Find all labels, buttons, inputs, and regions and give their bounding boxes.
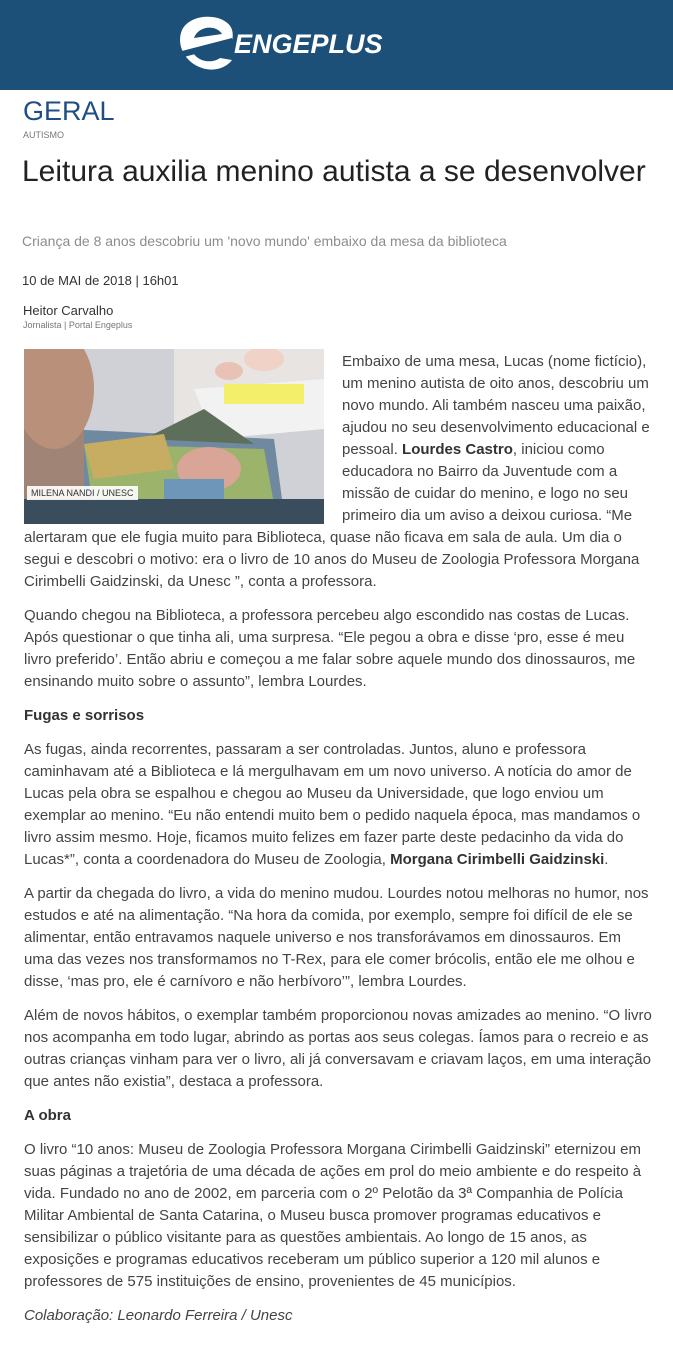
author-name[interactable]: Heitor Carvalho [23,303,114,318]
category-tag[interactable]: AUTISMO [23,130,65,140]
paragraph-5: Além de novos hábitos, o exemplar também proporcionou novas amizades ao menino. “O livro nos acompanha em todo lugar, abrindo as portas aos seus colegas. Íamos para o recreio e as outras crianças vinham para ver o livro, ali já conversavam e criavam laços, em uma interação que antes não existia”, destaca a professora. [24,1007,652,1090]
paragraph-3-bold: Morgana Cirimbelli Gaidzinski [390,851,605,868]
collaboration-credit: Colaboração: Leonardo Ferreira / Unesc [24,1307,293,1324]
paragraph-6: O livro “10 anos: Museu de Zoologia Professora Morgana Cirimbelli Gaidzinski” eternizou em suas páginas a trajetória de uma década de ações em prol do meio ambiente e do respeito à vida. Fundado no ano de 2002, em parceria com o 2º Pelotão da 3ª Companhia de Polícia Militar Ambiental de Santa Catarina, o Museu busca promover programas educativos e sensibilizar o público visitante para as questões ambientais. Ao longo de 15 anos, as exposições e programas educativos receberam um público superior a 120 mil alunos e professores de 575 instituições de ensino, provenientes de 45 municípios. [24,1141,642,1290]
photo-credit: MILENA NANDI / UNESC [27,486,138,500]
section-title[interactable]: GERAL [23,96,115,126]
article-title: Leitura auxilia menino autista a se desenvolver [22,155,646,188]
paragraph-1-text: Embaixo de uma mesa, Lucas (nome fictício), um menino autista de oito anos, descobriu um novo mundo. Ali também nasceu uma paixão, ajudou no seu desenvolvimento educacional e pessoal. [342,353,650,458]
paragraph-3-text-end: . [604,851,609,868]
paragraph-3-text: As fugas, ainda recorrentes, passaram a ser controladas. Juntos, aluno e professora caminhavam até a Biblioteca e lá mergulhavam em um novo universo. A notícia do amor de Lucas pela obra se espalhou e chegou ao Museu da Universidade, que logo enviou um exemplar ao menino. “Eu não entendi muito bem o pedido naquela época, mas mandamos o livro assim mesmo. Hoje, ficamos muito felizes em fazer parte deste pedacinho da vida do Lucas*”, conta a coordenadora do Museu de Zoologia, [24,741,641,868]
paragraph-4: A partir da chegada do livro, a vida do menino mudou. Lourdes notou melhoras no humor, nos estudos e até na alimentação. “Na hora da comida, por exemplo, sempre foi difícil de ele se alimentar, então entravamos naquele universo e nos transforávamos em dinossauros. Em uma das vezes nos transformamos no T-Rex, para ele comer brócolis, então ele me olhou e disse, ‘mas pro, ele é carnívoro e não herbívoro’”, lembra Lourdes. [24,885,649,990]
paragraph-2: Quando chegou na Biblioteca, a professora percebeu algo escondido nas costas de Lucas. Após questionar o que tinha ali, uma surpresa. “Ele pegou a obra e disse ‘pro, esse é meu livro preferido’. Então abriu e começou a me falar sobre aquele mundo dos dinossauros, me ensinando muito sobre o assunto”, lembra Lourdes. [24,607,636,690]
article-date: 10 de MAI de 2018 | 16h01 [22,273,179,288]
paragraph-3 [24,739,654,871]
article-photo[interactable] [24,349,324,524]
engeplus-logo[interactable] [176,12,396,78]
article-subtitle: Criança de 8 anos descobriu um 'novo mundo' embaixo da mesa da biblioteca [22,233,507,249]
author-role: Jornalista | Portal Engeplus [23,320,133,330]
subheading-obra: A obra [24,1107,71,1124]
engeplus-logo-icon [176,12,236,78]
paragraph-1-bold: Lourdes Castro [402,441,513,458]
site-header [0,0,673,90]
subheading-fugas: Fugas e sorrisos [24,707,145,724]
brand-name: ENGEPLUS [234,29,383,59]
paragraph-1-text-end: , iniciou como educadora no Bairro da Juventude com a missão de cuidar do menino, e logo no seu primeiro dia um aviso a deixou curiosa. “Me alertaram que ele fugia muito para Biblioteca, quase não ficava em sala de aula. Um dia o segui e descobri o motivo: era o livro de 10 anos do Museu de Zoologia Professora Morgana Cirimbelli Gaidzinski, da Unesc ”, conta a professora. [24,441,640,590]
